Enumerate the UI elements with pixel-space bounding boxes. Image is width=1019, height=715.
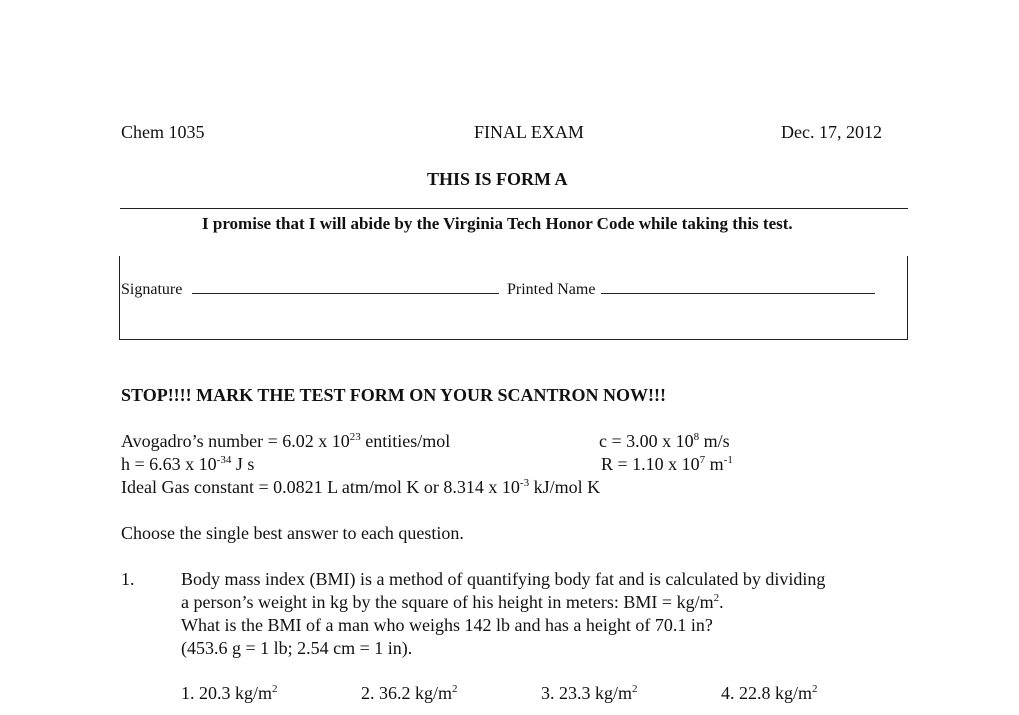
question-text-line-1: Body mass index (BMI) is a method of quantifying body fat and is calculated by dividing	[181, 569, 826, 589]
gas-constant: Ideal Gas constant = 0.0821 L atm/mol K or 8.314 x $10^{-3}$ kJ/mol K	[121, 477, 601, 497]
question-number: 1.	[121, 569, 135, 589]
answer-choice-4[interactable]: 4. 22.8 $kg/m^2$	[721, 683, 818, 703]
answer-choice-2[interactable]: 2. 36.2 $kg/m^2$	[361, 683, 458, 703]
signature-line[interactable]	[192, 279, 499, 294]
printed-name-field[interactable]	[507, 279, 875, 298]
exam-date: Dec. 17, 2012	[781, 122, 882, 142]
top-rule	[120, 208, 908, 209]
signature-field[interactable]	[121, 279, 499, 298]
planck-constant: h = 6.63 x $10^{-34}$ J s	[121, 454, 255, 474]
question-text-line-4: (453.6 g = 1 lb; 2.54 cm = 1 in).	[181, 638, 413, 658]
exam-title: FINAL EXAM	[474, 122, 584, 142]
rydberg-constant: R = 1.10 x $10^7$ $m^{-1}$	[601, 454, 733, 474]
printed-name-label: Printed Name	[507, 281, 596, 298]
signature-label: Signature	[121, 281, 183, 298]
speed-of-light-constant: c = 3.00 x $10^8$ m/s	[599, 431, 730, 451]
course-name: Chem 1035	[121, 122, 205, 142]
question-text-line-3: What is the BMI of a man who weighs 142 lb and has a height of 70.1 in?	[181, 615, 713, 635]
form-label: THIS IS FORM A	[427, 169, 568, 189]
answer-choice-1[interactable]: 1. 20.3 $kg/m^2$	[181, 683, 278, 703]
question-text-line-2: a person’s weight in kg by the square of his height in meters: BMI = $kg/m^2$.	[181, 592, 724, 612]
honor-pledge: I promise that I will abide by the Virginia Tech Honor Code while taking this test.	[202, 214, 793, 233]
answer-choice-3[interactable]: 3. 23.3 $kg/m^2$	[541, 683, 638, 703]
printed-name-line[interactable]	[601, 279, 875, 294]
avogadro-constant: Avogadro’s number = 6.02 x $10^{23}$ entities/mol	[121, 431, 451, 451]
instructions: Choose the single best answer to each question.	[121, 523, 464, 543]
stop-notice: STOP!!!! MARK THE TEST FORM ON YOUR SCANTRON NOW!!!	[121, 385, 667, 405]
